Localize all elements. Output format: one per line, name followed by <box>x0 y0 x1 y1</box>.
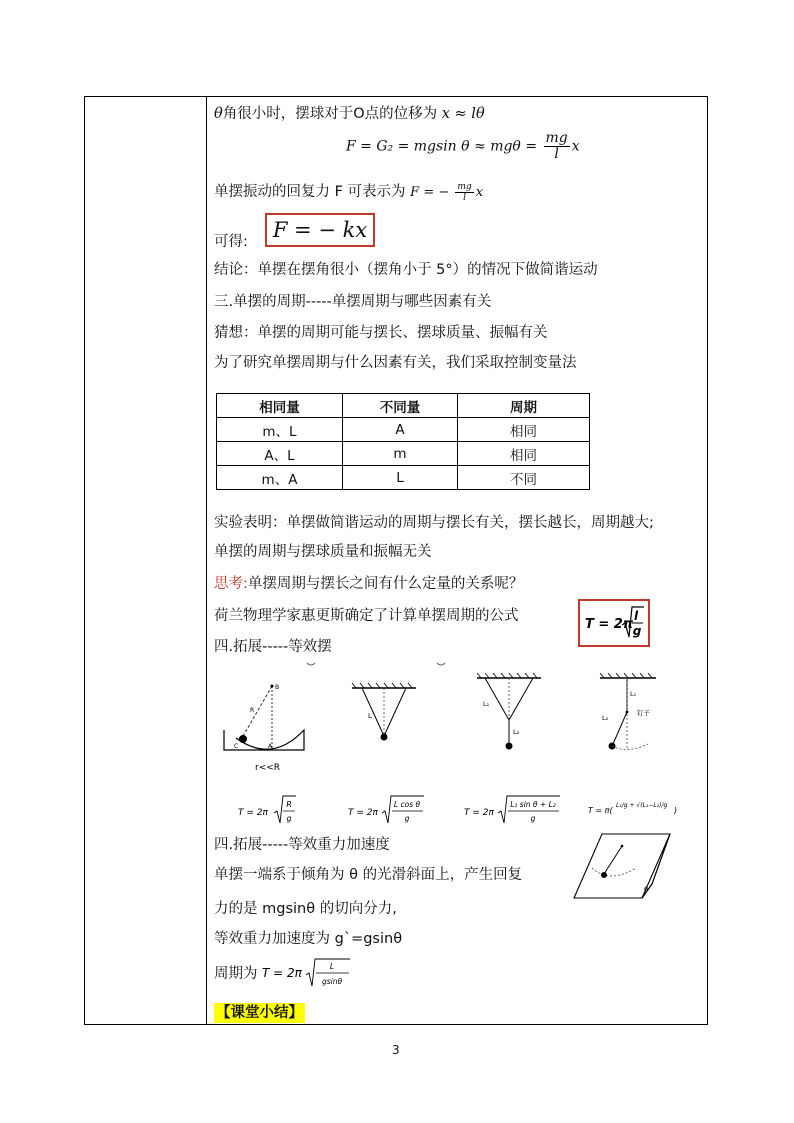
force-formula-x: x <box>571 138 580 155</box>
displacement-formula: x ≈ lθ <box>441 106 485 122</box>
v-pendulum-figure <box>350 682 420 744</box>
bowl-pendulum-figure <box>222 672 312 772</box>
incline-line-3: 等效重力加速度为 g`=gsinθ <box>214 931 403 947</box>
bowl-label-a: A <box>268 743 273 750</box>
decorative-marks <box>305 660 455 670</box>
incline-period-formula <box>260 956 352 992</box>
period-bowl-num: R <box>286 800 292 809</box>
experiment-line-1: 实验表明：单摆做简谐运动的周期与摆长有关，摆长越长，周期越大; <box>214 515 654 531</box>
restoring-label: 单摆振动的回复力 F 可表示为 <box>214 184 406 200</box>
theta-small-line: θ角很小时，摆球对于O点的位移为 x ≈ lθ <box>214 106 485 122</box>
period-formula-v <box>346 793 426 829</box>
period-bowl-den: g <box>286 814 292 823</box>
incline-line-2: 力的是 mgsinθ 的切向分力, <box>214 901 397 917</box>
boxed-period-formula <box>578 599 650 647</box>
section-4a-heading: 四.拓展-----等效摆 <box>214 639 332 655</box>
think-line <box>214 574 523 594</box>
y-label-l2: L₂ <box>513 728 520 736</box>
nail-label-l2: L₂ <box>602 714 609 722</box>
table-cell: 相同 <box>458 442 590 466</box>
period-bowl-lhs: T = 2π <box>238 808 268 818</box>
table-header: 周期 <box>458 394 590 418</box>
theta-small-text: 角很小时，摆球对于O点的位移为 <box>222 106 438 122</box>
period-y-den: g <box>530 814 536 823</box>
restoring-line <box>214 182 483 203</box>
period-v-lhs: T = 2π <box>348 808 378 818</box>
table-cell: m <box>343 442 458 466</box>
force-fraction-denominator: l <box>554 146 559 162</box>
table-header-row <box>217 394 590 418</box>
boxed-period-svg <box>580 601 648 645</box>
table-cell: L <box>343 466 458 490</box>
force-formula <box>346 131 580 162</box>
table-cell: 相同 <box>458 418 590 442</box>
table-cell: A <box>343 418 458 442</box>
force-fraction <box>544 131 570 162</box>
period-v-num: L cos θ <box>393 800 421 809</box>
column-divider <box>206 97 207 1024</box>
svg-text:θ: θ <box>644 886 649 894</box>
boxed-period-num: l <box>633 609 639 623</box>
restoring-numerator: mg <box>457 182 472 192</box>
guess-text: 猜想：单摆的周期可能与摆长、摆球质量、振幅有关 <box>214 325 548 341</box>
y-pendulum-figure <box>475 672 545 762</box>
restoring-fraction <box>455 182 473 203</box>
conclusion-text: 结论：单摆在摆角很小（摆角小于 5°）的情况下做简谐运动 <box>214 262 598 278</box>
v-label-l: L <box>368 712 372 720</box>
bowl-caption: r<<R <box>255 763 281 772</box>
period-y-num: L₁ sin θ + L₂ <box>510 800 556 809</box>
table-cell: 不同 <box>458 466 590 490</box>
think-text: 单摆周期与摆长之间有什么定量的关系呢？ <box>247 576 524 592</box>
table-header: 相同量 <box>217 394 343 418</box>
period-y-lhs: T = 2π <box>464 808 494 818</box>
table-row <box>217 466 590 490</box>
table-cell: m、L <box>217 418 343 442</box>
period-formula-bowl <box>236 793 306 829</box>
restoring-x: x <box>475 185 484 200</box>
incline-pendulum-figure <box>570 826 674 904</box>
force-formula-lhs: F = G₂ = mgsin θ ≈ mgθ = <box>346 138 538 155</box>
restoring-formula <box>410 182 484 203</box>
section-4b-heading: 四.拓展-----等效重力加速度 <box>214 837 390 853</box>
incline-line-1: 单摆一端系于倾角为 θ 的光滑斜面上，产生回复 <box>214 867 523 883</box>
result-label: 可得: <box>214 234 248 250</box>
force-fraction-numerator: mg <box>545 130 568 146</box>
method-text: 为了研究单摆周期与什么因素有关，我们采取控制变量法 <box>214 355 577 371</box>
period-v-den: g <box>404 814 410 823</box>
table-cell: A、L <box>217 442 343 466</box>
think-label: 思考: <box>214 576 248 592</box>
period-nail-den: ) <box>674 806 678 815</box>
table-row <box>217 442 590 466</box>
incline-period-lhs: T = 2π <box>262 966 302 980</box>
nail-pendulum-figure <box>596 672 676 762</box>
control-variable-table <box>216 393 590 490</box>
y-label-l1: L₁ <box>483 700 490 708</box>
restoring-lhs: F = − <box>410 185 450 200</box>
bowl-label-b: B <box>275 684 280 691</box>
page-number: 3 <box>392 1043 400 1057</box>
boxed-period-lhs: T = 2π <box>585 617 634 632</box>
boxed-period-den: g <box>632 624 642 638</box>
class-summary-heading: 【课堂小结】 <box>216 1005 303 1021</box>
huygens-text: 荷兰物理学家惠更斯确定了计算单摆周期的公式 <box>214 608 519 624</box>
incline-period-line <box>214 964 258 984</box>
bowl-label-r: R <box>250 707 255 714</box>
nail-label-l1: L₁ <box>630 690 637 698</box>
table-header: 不同量 <box>343 394 458 418</box>
period-formula-nail <box>586 793 686 829</box>
period-label: 周期为 <box>214 966 258 982</box>
nail-label: 钉子 <box>637 709 650 717</box>
section-3-heading: 三.单摆的周期-----单摆周期与哪些因素有关 <box>214 294 492 310</box>
boxed-result-formula: F = − kx <box>265 213 375 247</box>
period-nail-num: L₁/g + √(L₁−L₂)/g <box>616 802 668 809</box>
bowl-label-c: C <box>234 743 239 750</box>
incline-period-num: L <box>329 962 335 971</box>
incline-period-den: gsinθ <box>321 977 343 986</box>
experiment-line-2: 单摆的周期与摆球质量和振幅无关 <box>214 544 432 560</box>
table-cell: m、A <box>217 466 343 490</box>
period-nail-lhs: T = π( <box>588 806 613 815</box>
restoring-denominator: l <box>463 193 466 203</box>
table-row <box>217 418 590 442</box>
period-formula-y <box>462 793 562 829</box>
